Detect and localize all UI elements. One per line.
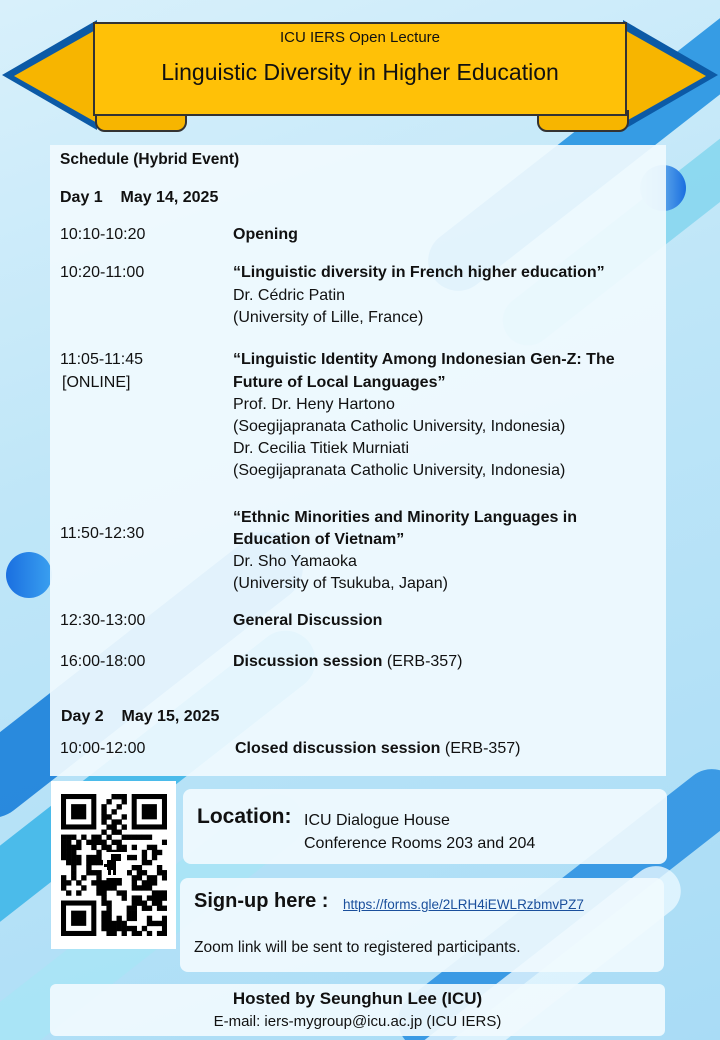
qr-module	[71, 835, 76, 840]
location-venue: ICU Dialogue House	[304, 812, 450, 829]
qr-module	[61, 835, 66, 840]
qr-module	[66, 850, 71, 855]
qr-module	[122, 845, 127, 850]
qr-module	[127, 870, 132, 875]
qr-module	[101, 911, 106, 916]
qr-module	[96, 835, 101, 840]
qr-module	[162, 916, 167, 921]
signup-label: Sign-up here :	[194, 890, 329, 912]
qr-module	[157, 890, 162, 895]
qr-module	[137, 875, 142, 880]
qr-module	[61, 845, 66, 850]
qr-module	[147, 880, 152, 885]
qr-module	[142, 906, 147, 911]
speaker-name: Dr. Cecilia Titiek Murniati	[233, 440, 410, 457]
signup-box	[180, 878, 664, 972]
session-title: Future of Local Languages”	[233, 374, 446, 391]
speaker-affiliation: (Soegijapranata Catholic University, Indonesia)	[233, 462, 566, 479]
qr-module	[111, 921, 116, 926]
qr-module	[86, 870, 91, 875]
qr-module	[147, 885, 152, 890]
day2-label: Day 2 May 15, 2025	[61, 708, 220, 725]
qr-module	[162, 921, 167, 926]
qr-module	[157, 895, 162, 900]
qr-module	[117, 840, 122, 845]
qr-module	[132, 901, 137, 906]
qr-module	[111, 809, 116, 814]
qr-module	[152, 875, 157, 880]
qr-module	[106, 845, 111, 850]
qr-module	[91, 845, 96, 850]
speaker-affiliation: (Soegijapranata Catholic University, Indonesia)	[233, 418, 566, 435]
qr-module	[71, 865, 76, 870]
qr-module	[132, 875, 137, 880]
qr-module	[152, 890, 157, 895]
time-slot: 10:10-10:20	[60, 226, 146, 243]
speaker-name: Prof. Dr. Heny Hartono	[233, 396, 395, 413]
qr-module	[76, 840, 81, 845]
time-slot: 16:00-18:00	[60, 653, 146, 670]
session-title: General Discussion	[233, 612, 383, 629]
qr-module	[117, 916, 122, 921]
title-banner	[93, 22, 627, 116]
qr-module	[127, 916, 132, 921]
qr-module	[152, 901, 157, 906]
qr-module	[162, 875, 167, 880]
schedule-heading: Schedule (Hybrid Event)	[60, 151, 240, 168]
qr-module	[106, 799, 111, 804]
qr-module	[142, 880, 147, 885]
session-title: Closed discussion session (ERB-357)	[235, 740, 521, 757]
qr-module	[111, 794, 116, 799]
qr-module	[101, 819, 106, 824]
qr-module	[127, 906, 132, 911]
qr-module	[122, 890, 127, 895]
session-title: “Linguistic Identity Among Indonesian Gen-Z: The	[233, 351, 615, 368]
time-slot: 10:00-12:00	[60, 740, 146, 757]
qr-module	[142, 835, 147, 840]
qr-module	[147, 860, 152, 865]
qr-module	[101, 916, 106, 921]
host-box	[50, 984, 665, 1036]
qr-module	[71, 875, 76, 880]
qr-module	[96, 890, 101, 895]
qr-module	[117, 880, 122, 885]
qr-module	[117, 794, 122, 799]
qr-module	[132, 845, 137, 850]
qr-module	[127, 911, 132, 916]
qr-module	[96, 880, 101, 885]
qr-module	[91, 835, 96, 840]
qr-module	[71, 804, 86, 819]
qr-module	[111, 880, 116, 885]
qr-module	[101, 830, 106, 835]
qr-module	[132, 855, 137, 860]
qr-module	[61, 885, 66, 890]
qr-module	[61, 840, 66, 845]
qr-module	[117, 804, 122, 809]
qr-module	[71, 855, 76, 860]
qr-module	[106, 814, 111, 819]
qr-module	[71, 850, 76, 855]
qr-module	[142, 870, 147, 875]
qr-module	[147, 895, 152, 900]
qr-module	[61, 880, 66, 885]
qr-module	[137, 885, 142, 890]
qr-module	[132, 895, 137, 900]
qr-module	[147, 875, 152, 880]
host-email: E-mail: iers-mygroup@icu.ac.jp (ICU IERS)	[213, 1013, 502, 1030]
qr-module	[107, 860, 116, 870]
qr-module	[106, 926, 111, 931]
qr-module	[108, 870, 111, 875]
session-title: Discussion session (ERB-357)	[233, 653, 463, 670]
qr-module	[66, 860, 71, 865]
signup-qr-code[interactable]	[51, 781, 176, 949]
qr-module	[71, 911, 86, 926]
qr-module	[162, 926, 167, 931]
session-title: Opening	[233, 226, 298, 243]
qr-module	[122, 926, 127, 931]
qr-module	[132, 835, 137, 840]
time-slot: 12:30-13:00	[60, 612, 146, 629]
time-slot: 11:05-11:45	[60, 351, 144, 368]
qr-module	[106, 901, 111, 906]
qr-module	[162, 840, 167, 845]
qr-module	[76, 855, 81, 860]
session-title: Education of Vietnam”	[233, 531, 405, 548]
qr-module	[106, 931, 111, 936]
qr-module	[61, 875, 66, 880]
qr-module	[66, 855, 71, 860]
qr-module	[117, 830, 122, 835]
qr-module	[132, 911, 137, 916]
qr-module	[101, 804, 106, 809]
qr-module	[61, 850, 66, 855]
qr-module	[122, 835, 127, 840]
qr-module	[162, 890, 167, 895]
qr-module	[76, 890, 81, 895]
qr-module	[101, 890, 106, 895]
location-box	[183, 789, 667, 864]
qr-module	[96, 870, 101, 875]
qr-module	[66, 880, 71, 885]
qr-module	[111, 830, 116, 835]
qr-module	[122, 824, 127, 829]
qr-module	[142, 860, 147, 865]
qr-module	[86, 855, 91, 860]
qr-module	[157, 906, 162, 911]
qr-module	[101, 901, 106, 906]
qr-module	[157, 931, 162, 936]
qr-module	[66, 840, 71, 845]
qr-module	[132, 916, 137, 921]
qr-module	[86, 840, 91, 845]
qr-module	[152, 845, 157, 850]
qr-module	[117, 890, 122, 895]
qr-module	[127, 835, 132, 840]
qr-module	[142, 804, 157, 819]
online-note: [ONLINE]	[62, 374, 131, 391]
schedule-panel	[50, 145, 666, 776]
qr-module	[81, 835, 86, 840]
qr-module	[111, 885, 116, 890]
qr-module	[147, 931, 152, 936]
decor-circle	[6, 552, 52, 598]
location-rooms: Conference Rooms 203 and 204	[304, 835, 536, 852]
qr-module	[142, 850, 147, 855]
qr-module	[61, 855, 66, 860]
qr-module	[157, 870, 162, 875]
qr-module	[71, 845, 76, 850]
qr-module	[101, 895, 106, 900]
location-label: Location:	[197, 805, 292, 828]
qr-module	[127, 926, 132, 931]
ribbon-tail-right-fill	[621, 28, 706, 124]
qr-module	[106, 835, 111, 840]
qr-module	[142, 901, 147, 906]
qr-module	[91, 880, 96, 885]
qr-module	[122, 794, 127, 799]
qr-module	[147, 921, 152, 926]
qr-module	[127, 855, 132, 860]
qr-module	[104, 864, 108, 867]
qr-module	[147, 845, 152, 850]
qr-module	[157, 865, 162, 870]
qr-module	[66, 845, 71, 850]
qr-module	[81, 875, 86, 880]
qr-module	[101, 840, 106, 845]
qr-module	[132, 865, 137, 870]
qr-module	[117, 819, 122, 824]
qr-module	[76, 845, 81, 850]
qr-module	[142, 855, 147, 860]
qr-module	[147, 916, 152, 921]
session-title: “Ethnic Minorities and Minority Languages in	[233, 509, 578, 526]
qr-module	[86, 865, 91, 870]
qr-module	[152, 855, 157, 860]
qr-module	[117, 926, 122, 931]
host-name: Hosted by Seunghun Lee (ICU)	[232, 989, 483, 1008]
qr-module	[101, 814, 106, 819]
qr-module	[122, 799, 127, 804]
qr-module	[162, 931, 167, 936]
qr-module	[76, 860, 81, 865]
qr-module	[111, 819, 116, 824]
qr-module	[132, 906, 137, 911]
qr-module	[66, 890, 71, 895]
qr-module	[106, 906, 111, 911]
qr-module	[96, 840, 101, 845]
qr-module	[106, 880, 111, 885]
qr-module	[132, 926, 137, 931]
qr-module	[81, 885, 86, 890]
qr-module	[122, 895, 127, 900]
qr-module	[96, 850, 101, 855]
qr-module	[101, 880, 106, 885]
speaker-name: Dr. Sho Yamaoka	[233, 553, 357, 570]
qr-module	[147, 835, 152, 840]
qr-module	[101, 809, 106, 814]
qr-module	[106, 824, 111, 829]
speaker-affiliation: (University of Tsukuba, Japan)	[233, 575, 448, 592]
qr-module	[142, 885, 147, 890]
qr-module	[157, 850, 162, 855]
session-title: “Linguistic diversity in French higher education”	[233, 264, 605, 281]
qr-module	[91, 840, 96, 845]
qr-module	[91, 860, 96, 865]
qr-module	[162, 906, 167, 911]
qr-module	[132, 880, 137, 885]
qr-module	[152, 850, 157, 855]
qr-module	[106, 885, 111, 890]
signup-link[interactable]: https://forms.gle/2LRH4iEWLRzbmvPZ7	[343, 897, 584, 912]
qr-module	[101, 885, 106, 890]
qr-module	[96, 875, 101, 880]
qr-module	[71, 860, 76, 865]
qr-module	[96, 885, 101, 890]
qr-code-graphic	[61, 794, 167, 936]
qr-module	[152, 880, 157, 885]
qr-module	[86, 860, 91, 865]
qr-module	[101, 921, 106, 926]
qr-module	[122, 921, 127, 926]
qr-module	[111, 926, 116, 931]
qr-module	[157, 921, 162, 926]
qr-module	[111, 931, 116, 936]
qr-module	[71, 870, 76, 875]
qr-module	[122, 931, 127, 936]
qr-module	[101, 926, 106, 931]
qr-module	[142, 926, 147, 931]
zoom-note: Zoom link will be sent to registered participants.	[194, 939, 521, 956]
qr-module	[66, 835, 71, 840]
speaker-name: Dr. Cédric Patin	[233, 287, 346, 304]
qr-module	[111, 824, 116, 829]
qr-module	[113, 870, 116, 875]
qr-module	[76, 880, 81, 885]
qr-module	[96, 855, 101, 860]
qr-module	[111, 840, 116, 845]
time-slot: 10:20-11:00	[60, 264, 145, 281]
page-title: Linguistic Diversity in Higher Education	[161, 59, 559, 85]
qr-module	[152, 921, 157, 926]
qr-module	[137, 895, 142, 900]
qr-module	[157, 901, 162, 906]
qr-module	[106, 916, 111, 921]
qr-module	[96, 860, 101, 865]
qr-module	[152, 895, 157, 900]
qr-module	[117, 845, 122, 850]
qr-module	[137, 870, 142, 875]
qr-module	[137, 931, 142, 936]
qr-module	[162, 895, 167, 900]
qr-module	[106, 921, 111, 926]
qr-module	[132, 885, 137, 890]
day1-label: Day 1 May 14, 2025	[60, 189, 219, 206]
event-series: ICU IERS Open Lecture	[279, 29, 441, 46]
qr-module	[106, 911, 111, 916]
qr-module	[137, 901, 142, 906]
qr-module	[111, 854, 121, 861]
qr-module	[91, 855, 96, 860]
qr-module	[101, 845, 106, 850]
qr-module	[162, 870, 167, 875]
qr-module	[91, 870, 96, 875]
ribbon-tail-left-fill	[14, 28, 99, 124]
time-slot: 11:50-12:30	[60, 525, 145, 542]
qr-module	[117, 921, 122, 926]
qr-module	[132, 931, 137, 936]
qr-module	[137, 865, 142, 870]
speaker-affiliation: (University of Lille, France)	[233, 309, 424, 326]
qr-module	[137, 835, 142, 840]
qr-module	[122, 814, 127, 819]
qr-module	[147, 906, 152, 911]
